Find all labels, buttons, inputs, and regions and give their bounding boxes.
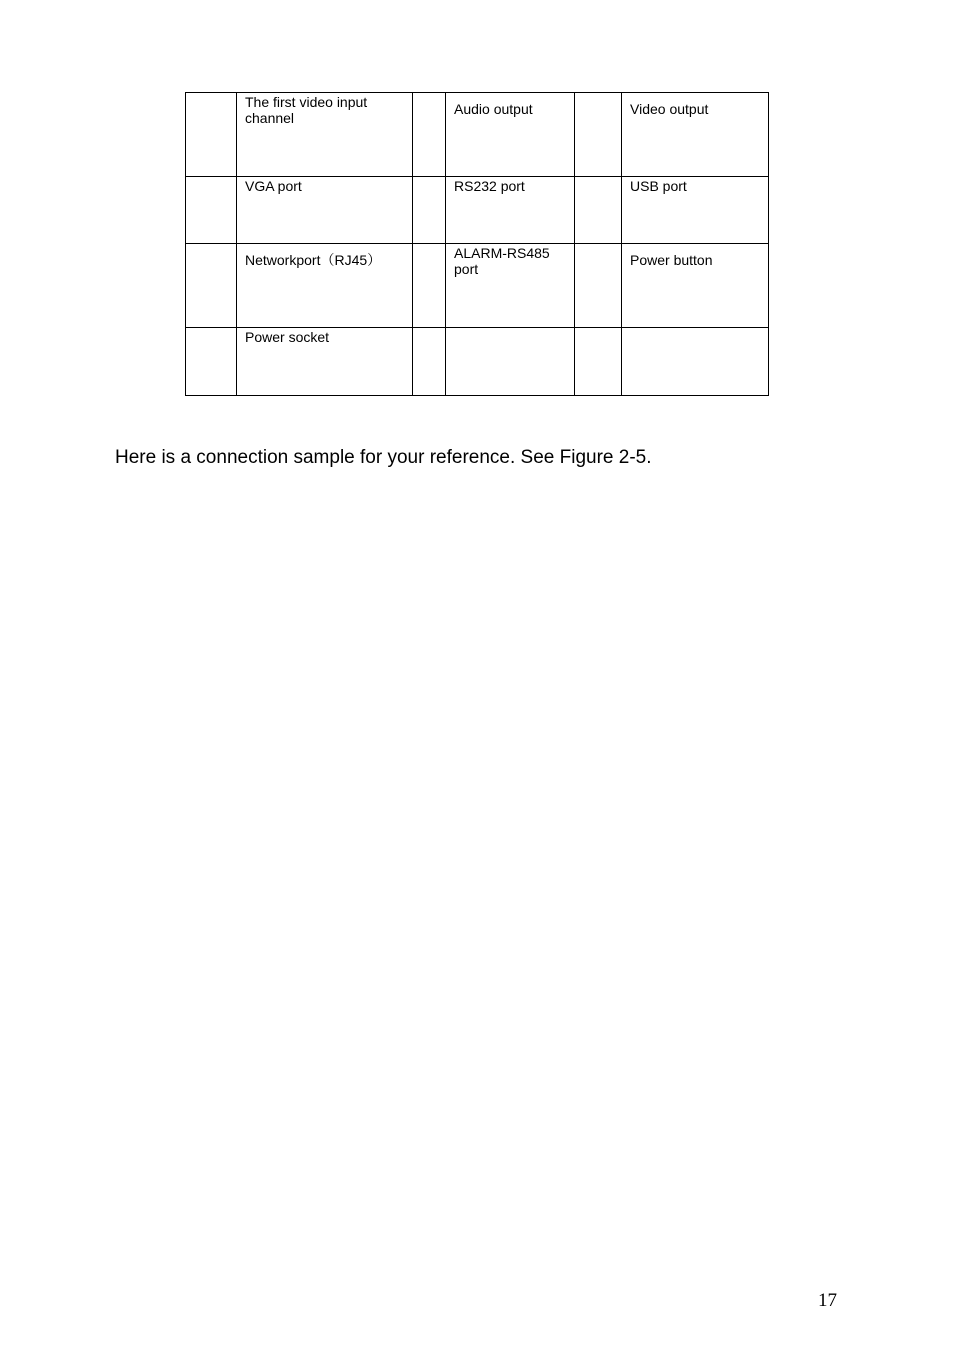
item-label-cell xyxy=(622,244,769,328)
item-number-cell xyxy=(575,93,622,177)
item-label: Power socket xyxy=(245,329,330,345)
item-label-cell xyxy=(237,244,413,328)
table-row xyxy=(186,328,769,396)
item-number-cell xyxy=(186,244,237,328)
item-number-cell xyxy=(575,244,622,328)
item-label xyxy=(622,328,768,329)
item-number-cell xyxy=(186,93,237,177)
item-label-cell xyxy=(622,328,769,396)
item-label: Power button xyxy=(630,252,713,268)
item-number-cell xyxy=(413,244,446,328)
item-label-cell xyxy=(622,177,769,244)
item-label: VGA port xyxy=(245,178,302,194)
item-number-cell xyxy=(186,177,237,244)
table-row xyxy=(186,177,769,244)
item-number-cell xyxy=(575,328,622,396)
item-label: Audio output xyxy=(454,101,533,117)
item-label-cell xyxy=(446,244,575,328)
item-label-cell xyxy=(237,93,413,177)
item-label: The first video input channel xyxy=(245,94,368,126)
item-label: ALARM-RS485 port xyxy=(454,245,550,277)
item-number-cell xyxy=(575,177,622,244)
item-label-cell xyxy=(237,177,413,244)
table-row xyxy=(186,244,769,328)
item-label: Video output xyxy=(630,101,709,117)
item-number-cell xyxy=(413,328,446,396)
item-number-cell xyxy=(186,328,237,396)
page-number: 17 xyxy=(818,1290,837,1311)
body-paragraph: Here is a connection sample for your reference. See Figure 2-5. xyxy=(115,447,652,468)
item-label: USB port xyxy=(630,178,687,194)
item-label: RS232 port xyxy=(454,178,525,194)
table-row xyxy=(186,93,769,177)
item-label xyxy=(446,328,574,329)
item-label-cell xyxy=(446,328,575,396)
item-number-cell xyxy=(413,177,446,244)
item-number-cell xyxy=(413,93,446,177)
rear-panel-port-table xyxy=(185,92,769,396)
item-label-cell xyxy=(446,177,575,244)
item-label-cell xyxy=(446,93,575,177)
item-label-cell xyxy=(622,93,769,177)
item-label: Networkport（RJ45） xyxy=(245,252,382,268)
item-label-cell xyxy=(237,328,413,396)
